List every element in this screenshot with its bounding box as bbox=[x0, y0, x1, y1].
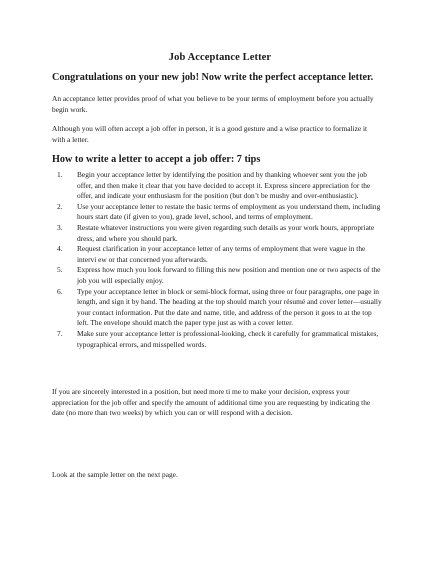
sample-letter-note: Look at the sample letter on the next page. bbox=[52, 470, 178, 479]
gesture-paragraph: Although you will often accept a job offer in person, it is a good gesture and a wise practice to formalize it with a letter. bbox=[52, 124, 368, 144]
tip-text: Begin your acceptance letter by identifying the position and by thanking whoever sent you the job offer, and then make it clear that you have decided to accept it. Express sincere appreciation for the offer, and indicate your enthusiasm for the position (but don’t be mushy and over-enthusiastic). bbox=[77, 170, 371, 201]
tip-number: 6. bbox=[57, 286, 63, 296]
tip-text: Express how much you look forward to filling this new position and mention one or two aspects of the job you will especially enjoy. bbox=[77, 265, 381, 285]
tip-number: 3. bbox=[57, 222, 63, 232]
tips-list bbox=[52, 170, 382, 350]
tip-text: Restate whatever instructions you were given regarding such details as your work hours, appropriate dress, and where you should park. bbox=[77, 222, 375, 243]
tip-number: 4. bbox=[57, 244, 63, 254]
tip-item bbox=[52, 244, 382, 265]
tip-number: 2. bbox=[57, 201, 63, 211]
tip-item bbox=[52, 223, 382, 244]
tip-item bbox=[52, 265, 382, 286]
tip-number: 5. bbox=[57, 265, 63, 275]
tip-text: Make sure your acceptance letter is professional-looking, check it carefully for grammatical mistakes, typographical errors, and misspelled words. bbox=[77, 328, 379, 349]
intro-paragraph: An acceptance letter provides proof of what you believe to be your terms of employment before you actually begin work. bbox=[52, 94, 374, 114]
tip-number: 7. bbox=[57, 328, 63, 338]
tip-item bbox=[52, 170, 382, 202]
tip-text: Use your acceptance letter to restate the basic terms of employment as you understand them, including hours start date (if given to you), grade level, school, and terms of employment. bbox=[77, 201, 381, 222]
tip-item bbox=[52, 329, 382, 350]
section-heading-tips: How to write a letter to accept a job offer: 7 tips bbox=[52, 154, 261, 165]
extra-time-paragraph: If you are sincerely interested in a position, but need more ti me to make your decision, express your appreciation for the job offer and specify the amount of additional time you are requesting by indicating the date (no more than two weeks) by which you can or will respond with a decision. bbox=[52, 387, 371, 418]
document-title: Job Acceptance Letter bbox=[168, 52, 272, 63]
section-heading-congratulations: Congratulations on your new job! Now write the perfect acceptance letter. bbox=[52, 72, 374, 83]
tip-item bbox=[52, 287, 382, 329]
tip-text: Request clarification in your acceptance letter of any terms of employment that were vague in the intervi ew or that concerned you afterwards. bbox=[77, 244, 366, 264]
tip-item bbox=[52, 202, 382, 223]
tip-number: 1. bbox=[57, 170, 63, 179]
tip-text: Type your acceptance letter in block or semi-block format, using three or four paragraphs, one page in length, and sign it by hand. The heading at the top should match your résumé and cover letter—usually your contact information. Put the date and name, title, and address of the person it goes to at the top left. The envelope should match the paper type just as with a cover letter. bbox=[77, 286, 382, 328]
